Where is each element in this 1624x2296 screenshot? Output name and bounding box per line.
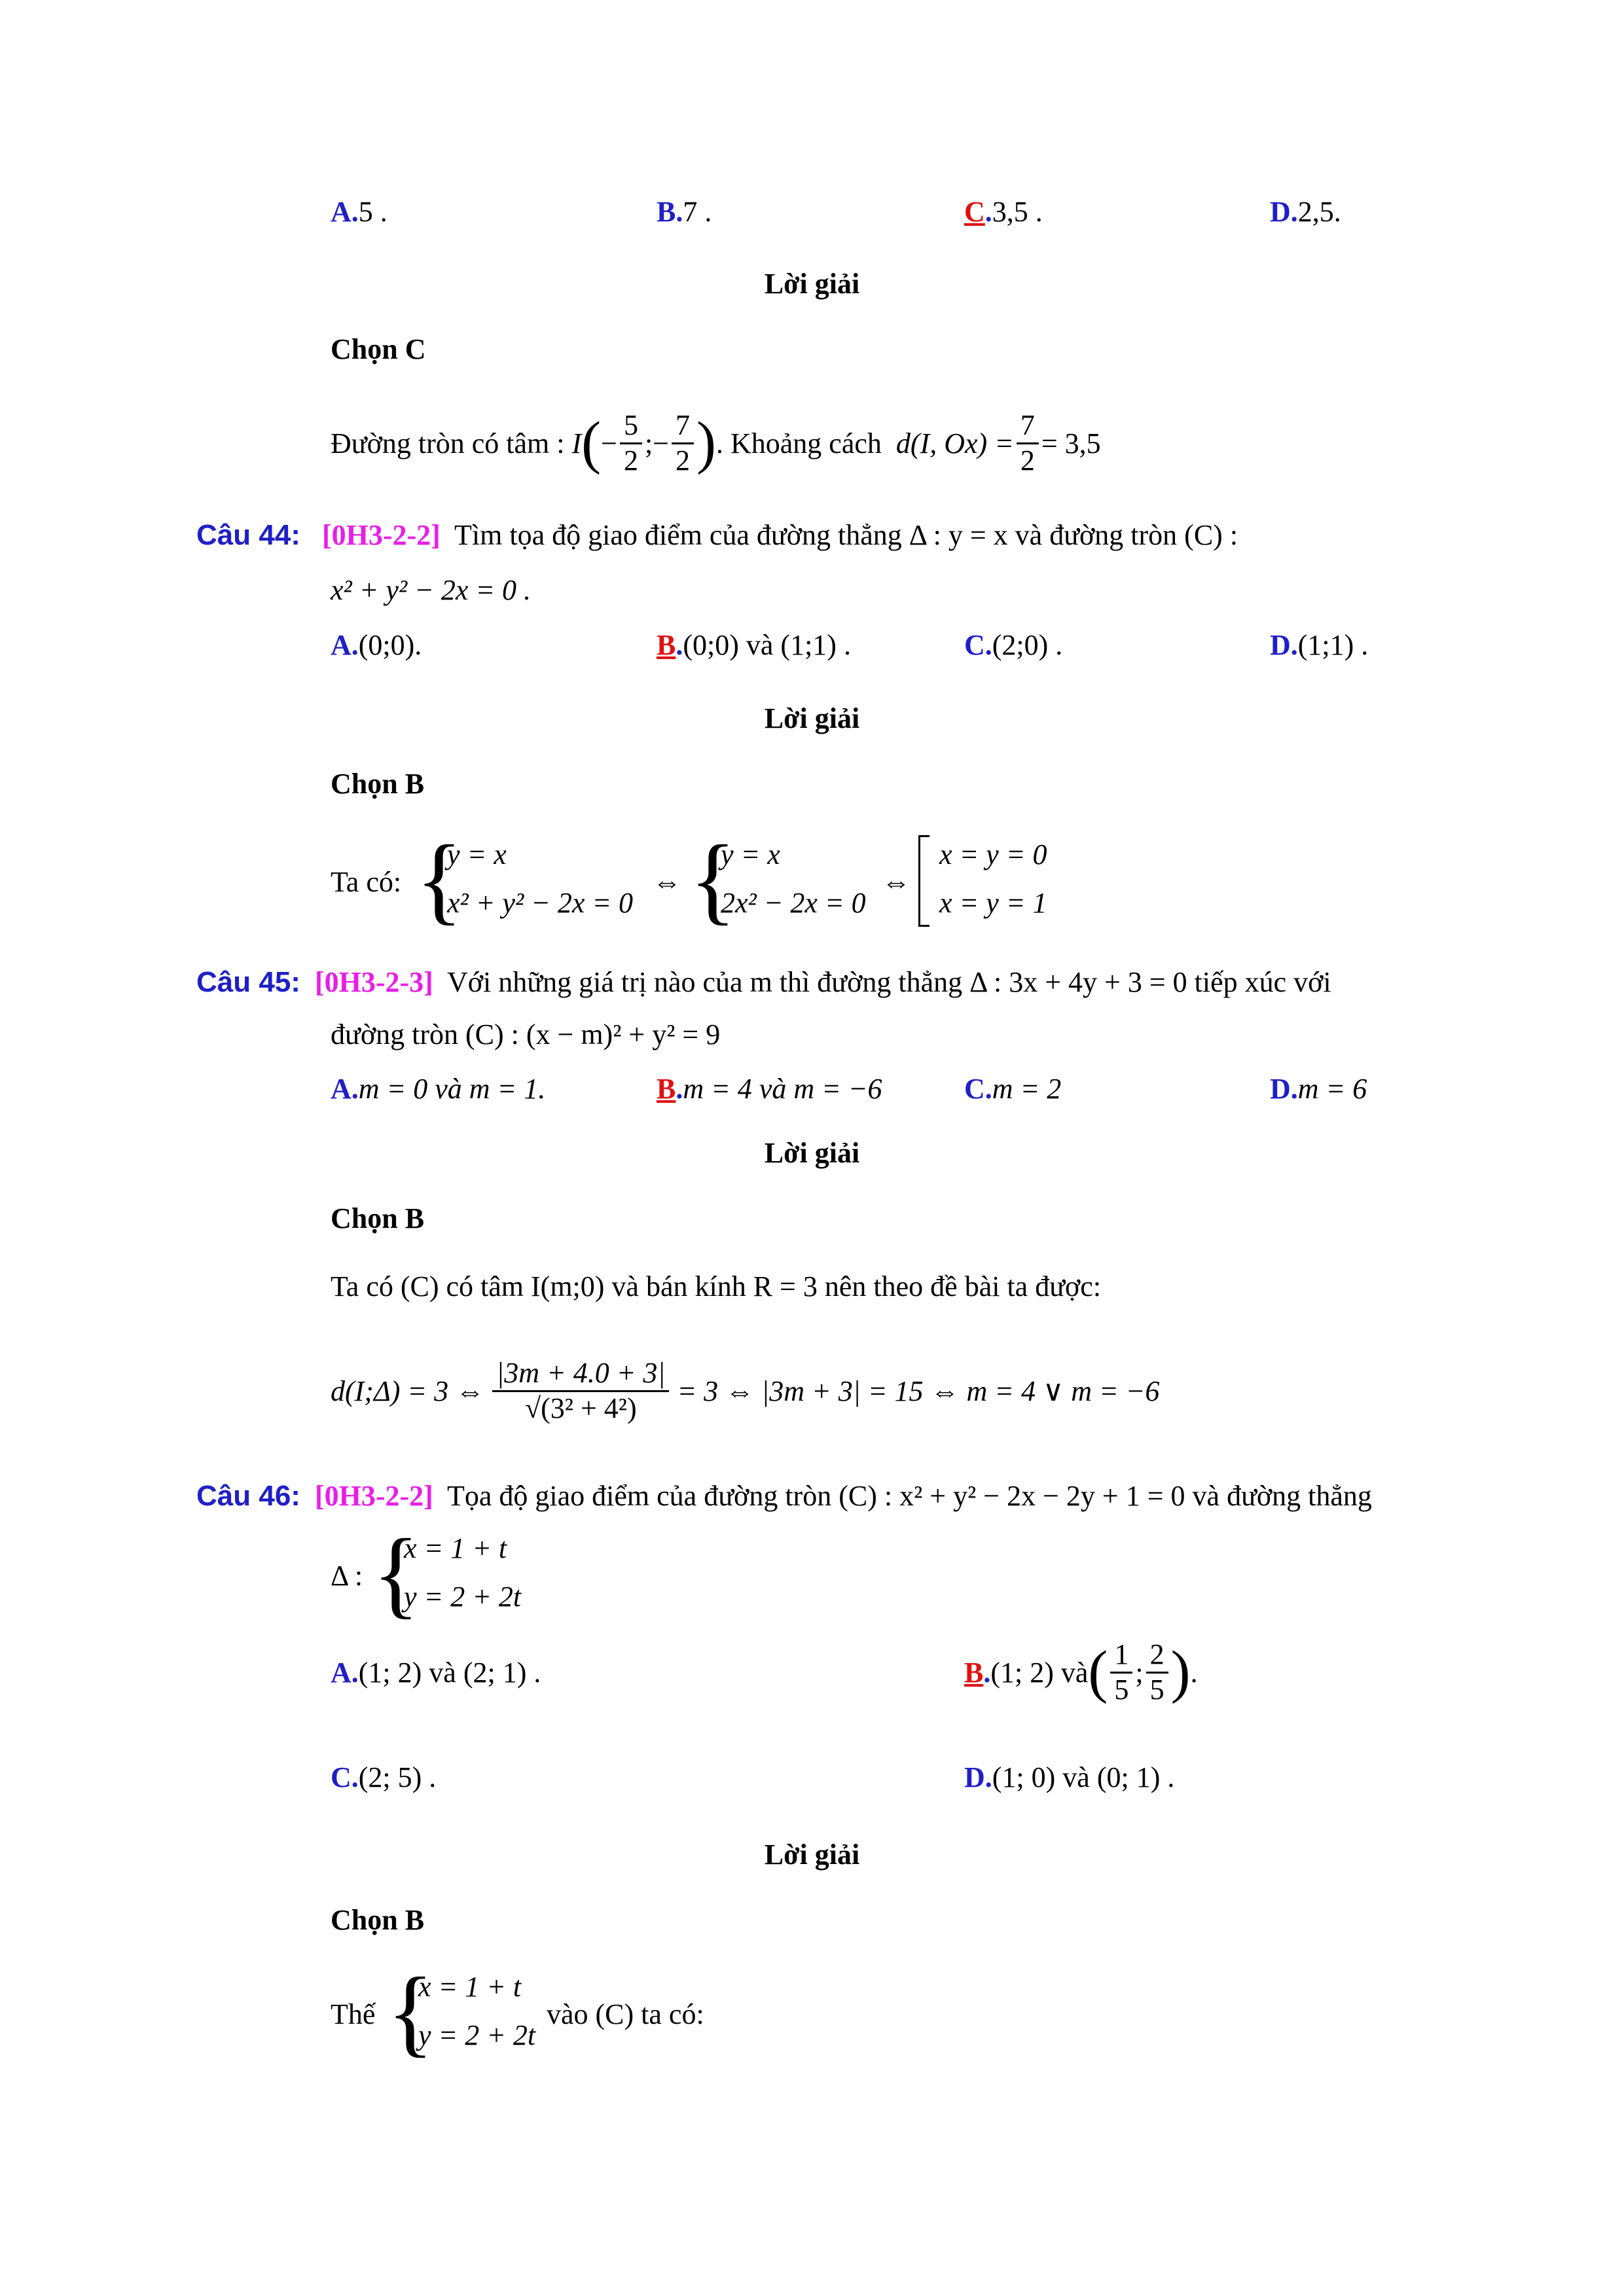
math-minus: − xyxy=(601,427,617,459)
q45-stem-line2: đường tròn (C) : (x − m)² + y² = 9 xyxy=(331,1018,721,1050)
eq: y = x xyxy=(447,838,507,870)
option-text: 2,5. xyxy=(1297,196,1341,228)
option-label: C. xyxy=(964,629,992,661)
option-label: A. xyxy=(331,196,359,228)
text: Ta có: xyxy=(331,866,402,898)
q45-solution-line1: Ta có (C) có tâm I(m;0) và bán kính R = 3 nên theo đề bài ta được: xyxy=(331,1270,1102,1302)
eq: x = 1 + t xyxy=(418,1971,522,2003)
option-dot: . xyxy=(676,629,683,661)
option-label-correct: B xyxy=(657,1073,676,1105)
question-number: Câu 46: xyxy=(196,1480,300,1512)
option-text: 7 . xyxy=(683,196,712,228)
option-text: m = 0 và m = 1. xyxy=(358,1073,546,1105)
option-label: B. xyxy=(657,196,683,228)
q45-option-a[interactable] xyxy=(331,1072,545,1105)
q44-option-d[interactable] xyxy=(1270,628,1368,662)
q46-solution-title: Lời giải xyxy=(764,1839,860,1871)
fraction: $\frac{7}{2}$ xyxy=(1017,409,1039,477)
q44-solution-system xyxy=(331,825,1116,936)
option-text: (2;0) . xyxy=(992,629,1063,661)
q44-option-b[interactable] xyxy=(657,628,851,662)
option-label: D. xyxy=(1270,196,1298,228)
brace-icon: { xyxy=(689,825,736,934)
option-text: m = 6 xyxy=(1297,1073,1367,1105)
q45-choice: Chọn B xyxy=(331,1202,425,1234)
q44-solution-title: Lời giải xyxy=(764,702,860,734)
q45-option-d[interactable] xyxy=(1270,1072,1367,1105)
q43-option-d[interactable] xyxy=(1270,195,1341,228)
option-text: 3,5 . xyxy=(992,196,1043,228)
eq: y = 2 + 2t xyxy=(418,2019,536,2051)
text: . Khoảng cách xyxy=(716,427,882,459)
q43-option-a[interactable] xyxy=(331,195,388,228)
option-text: (1;1) . xyxy=(1297,629,1369,661)
question-text: Với những giá trị nào của m thì đường thẳng Δ : 3x + 4y + 3 = 0 tiếp xúc với xyxy=(447,966,1331,998)
q46-substitution xyxy=(331,1958,854,2068)
q45-option-c[interactable] xyxy=(964,1072,1061,1105)
brace-icon: { xyxy=(387,1958,434,2066)
option-label-correct: B xyxy=(657,629,676,661)
question-tag: [0H3-2-2] xyxy=(314,1480,433,1512)
equivalence-icon: ⇔ xyxy=(653,866,681,898)
q43-solution-line xyxy=(331,401,1101,486)
math-distance: d(I, Ox) = xyxy=(895,427,1014,459)
q45-solution-distance xyxy=(331,1342,1159,1440)
math-I: I xyxy=(571,427,582,459)
text: Đường tròn có tâm : xyxy=(331,427,565,459)
option-text: (2; 5) . xyxy=(358,1761,437,1793)
eq: y = 2 + 2t xyxy=(404,1581,522,1613)
question-number: Câu 44: xyxy=(196,519,300,551)
option-text: m = 2 xyxy=(992,1073,1062,1105)
q46-option-a[interactable] xyxy=(331,1656,541,1689)
q46-stem xyxy=(196,1479,1372,1513)
option-text: 5 . xyxy=(358,196,388,228)
q46-option-c[interactable] xyxy=(331,1761,436,1794)
math-text: = 3 ⇔ |3m + 3| = 15 ⇔ m = 4 ∨ m = −6 xyxy=(677,1374,1160,1407)
option-label: A. xyxy=(331,1073,359,1105)
question-text: Tọa độ giao điểm của đường tròn (C) : x² + y² − 2x − 2y + 1 = 0 và đường thẳng xyxy=(447,1480,1372,1512)
q43-option-c[interactable] xyxy=(964,195,1043,228)
eq: x = 1 + t xyxy=(404,1532,507,1564)
paren-right: ) xyxy=(1170,1640,1191,1704)
q45-stem xyxy=(196,965,1331,999)
question-text: Tìm tọa độ giao điểm của đường thẳng Δ : y = x và đường tròn (C) : xyxy=(454,519,1238,551)
fraction: $\frac{1}{5}$ xyxy=(1110,1638,1132,1706)
paren-right: ) xyxy=(696,410,716,475)
question-number: Câu 45: xyxy=(196,966,300,998)
text: Thế xyxy=(331,1998,376,2030)
q43-option-b[interactable] xyxy=(657,195,712,228)
option-text: (0;0) và (1;1) . xyxy=(683,629,851,661)
q44-choice: Chọn B xyxy=(331,768,425,800)
q46-option-d[interactable] xyxy=(964,1761,1174,1794)
q43-choice: Chọn C xyxy=(331,333,426,365)
q46-choice: Chọn B xyxy=(331,1904,425,1936)
fraction: $\frac{7}{2}$ xyxy=(672,409,694,477)
q45-option-b[interactable] xyxy=(657,1072,882,1105)
eq: 2x² − 2x = 0 xyxy=(721,887,866,919)
text: vào (C) ta có: xyxy=(547,1998,704,2030)
equivalence-icon: ⇔ xyxy=(882,866,911,898)
option-label: A. xyxy=(331,629,359,661)
math-result: = 3,5 xyxy=(1041,427,1101,459)
brace-icon: { xyxy=(372,1519,420,1628)
q44-option-c[interactable] xyxy=(964,628,1062,662)
option-text: (0;0). xyxy=(358,629,422,661)
option-label: D. xyxy=(964,1761,992,1793)
option-text: . xyxy=(1190,1656,1198,1689)
option-dot: . xyxy=(984,196,992,228)
paren-left: ( xyxy=(581,410,602,475)
option-label: D. xyxy=(1270,1073,1298,1105)
q46-option-b[interactable]: B . (1; 2) và ( $\frac{1}{5}$ ; $\frac{2}{5}$ ) . xyxy=(964,1638,1198,1706)
q43-solution-title: Lời giải xyxy=(764,268,860,300)
option-label-correct: B xyxy=(964,1656,984,1689)
paren-left: ( xyxy=(1088,1640,1108,1704)
math-semi: ;− xyxy=(644,427,670,459)
option-label: D. xyxy=(1270,629,1298,661)
math-text: d(I;Δ) = 3 ⇔ xyxy=(331,1374,485,1407)
eq: x = y = 0 xyxy=(939,838,1047,870)
q44-equation: x² + y² − 2x = 0 . xyxy=(331,574,532,606)
brace-icon: { xyxy=(416,825,463,934)
option-dot: . xyxy=(676,1073,683,1105)
option-label: A. xyxy=(331,1657,359,1689)
question-tag: [0H3-2-3] xyxy=(314,966,433,998)
eq: y = x xyxy=(721,838,780,870)
q46-line-system xyxy=(331,1519,592,1630)
option-label-correct: C xyxy=(964,196,985,228)
q45-solution-title: Lời giải xyxy=(764,1137,860,1169)
bracket-icon xyxy=(918,835,929,927)
option-text: (1; 2) và xyxy=(990,1656,1089,1689)
option-dot: . xyxy=(983,1656,991,1689)
eq: x = y = 1 xyxy=(939,887,1047,919)
option-label: C. xyxy=(331,1761,359,1793)
fraction: $\frac{|3m + 4.0 + 3|}{\text{√(3² + 4²)}}$ xyxy=(492,1357,669,1425)
fraction: $\frac{2}{5}$ xyxy=(1146,1638,1168,1706)
question-tag: [0H3-2-2] xyxy=(321,519,441,551)
q44-stem xyxy=(196,518,1238,552)
fraction: $\frac{5}{2}$ xyxy=(620,409,642,477)
option-label: C. xyxy=(964,1073,992,1105)
option-text: (1; 2) và (2; 1) . xyxy=(358,1657,541,1689)
text: Δ : xyxy=(331,1560,363,1592)
option-text: m = 4 và m = −6 xyxy=(683,1073,882,1105)
option-text: (1; 0) và (0; 1) . xyxy=(992,1761,1175,1793)
q44-option-a[interactable] xyxy=(331,628,422,662)
eq: x² + y² − 2x = 0 xyxy=(447,887,634,919)
